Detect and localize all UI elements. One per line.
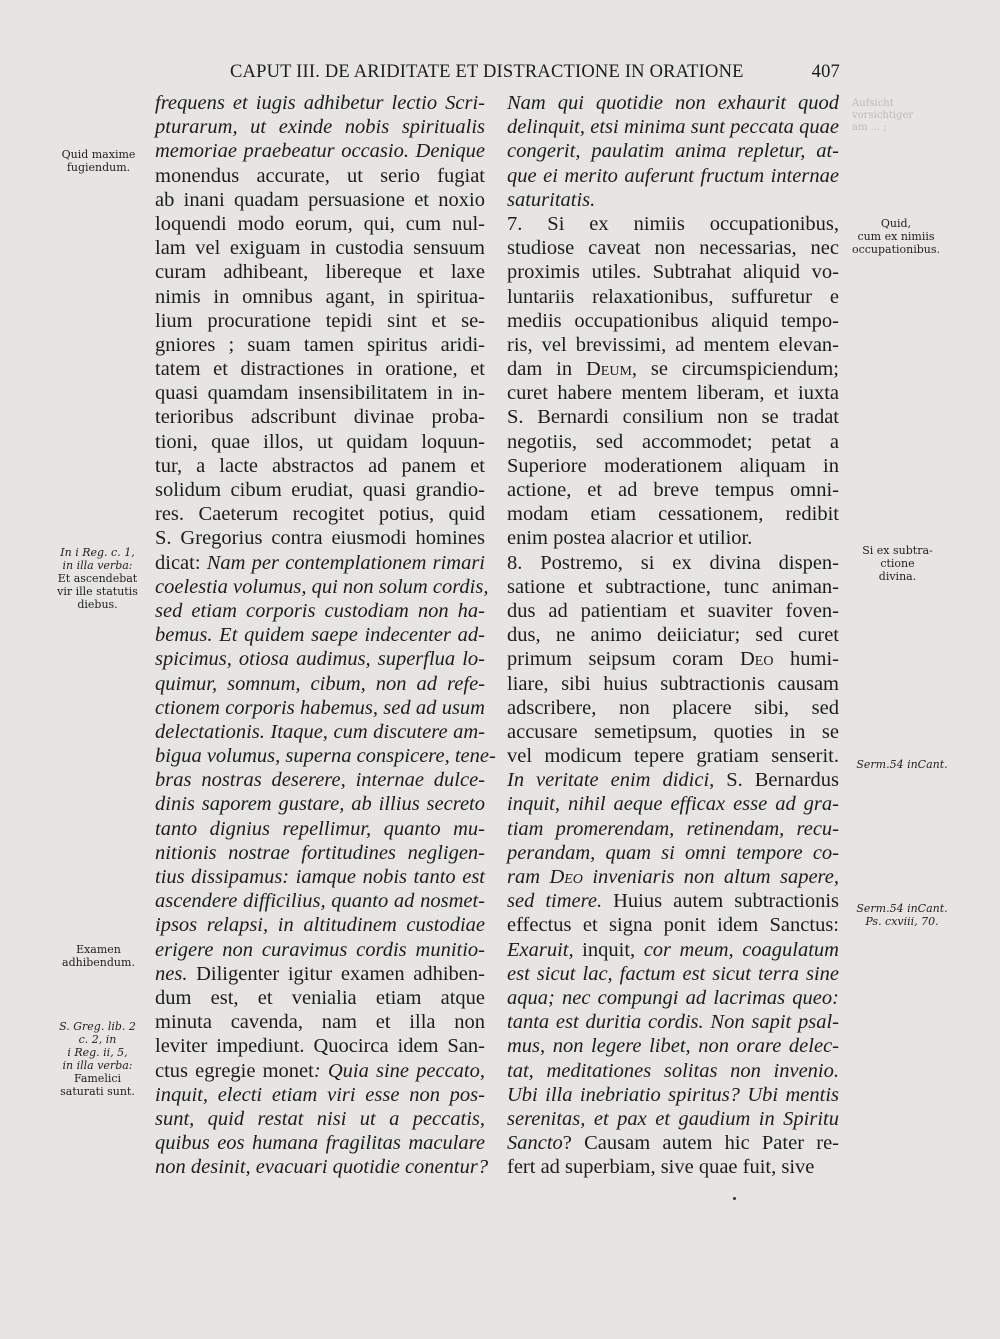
left-column-line: tanto dignius repellimur, quanto mu-	[155, 817, 485, 840]
left-column-line: res. Caeterum recogitet potius, quid	[155, 503, 485, 526]
left-column-line: lam vel exiguam in custodia sensuum	[155, 237, 485, 260]
left-column-line: monendus accurate, ut serio fugiat	[155, 164, 485, 187]
left-column-line: ctus egregie monet: Quia sine peccato,	[155, 1059, 485, 1082]
right-column-line: Ubi illa inebriatio spiritus? Ubi mentis	[507, 1083, 839, 1106]
right-column-line: ram Deo inveniaris non altum sapere,	[507, 866, 839, 888]
right-column-line: studiose caveat non necessarias, nec	[507, 237, 839, 260]
left-column-line: quibus eos humana fragilitas maculare	[155, 1132, 485, 1155]
left-column-line: pturarum, ut exinde nobis spiritualis	[155, 116, 485, 139]
right-column-line: delinquit, etsi minima sunt peccata quae	[507, 116, 839, 139]
left-column-line: erigere non curavimus cordis munitio-	[155, 938, 485, 961]
right-column-line: S. Bernardi consilium non se tradat	[507, 406, 839, 429]
right-column-line: accusare semetipsum, quoties in se	[507, 720, 839, 743]
right-column-line: curet habere mentem liberam, et iuxta	[507, 382, 839, 405]
right-column-line: 8. Postremo, si ex divina dispen-	[507, 551, 839, 574]
right-column-line: congerit, paulatim anima repletur, at-	[507, 140, 839, 163]
left-column-line: ctionem corporis habemus, sed ad usum	[155, 696, 485, 719]
right-column-line: aqua; nec compungi ad lacrimas queo:	[507, 986, 839, 1009]
right-column-line: tanta est duritia cordis. Non sapit psal-	[507, 1011, 839, 1034]
right-text-column	[507, 91, 839, 1179]
left-column-line: minuta cavenda, nam et illa non	[155, 1011, 485, 1034]
right-column-line: Exaruit, inquit, cor meum, coagulatum	[507, 938, 839, 961]
right-column-line: sed timere. Huius autem subtractionis	[507, 890, 839, 913]
right-column-line: primum seipsum coram Deo humi-	[507, 648, 839, 671]
margin-note-si-ex: Si ex subtra- ctione divina.	[862, 544, 933, 583]
left-column-line: nes. Diligenter igitur examen adhiben-	[155, 962, 485, 985]
left-column-line: solidum cibum erudiat, quasi grandio-	[155, 479, 485, 501]
right-column-line: In veritate enim didici, S. Bernardus	[507, 769, 840, 792]
right-column-line: saturitatis.	[507, 188, 596, 211]
left-column-line: quimur, somnum, cibum, non ad refe-	[155, 672, 485, 695]
right-column-line: modam etiam cessationem, redibit	[507, 503, 839, 526]
left-column-line: loquendi modo eorum, qui, cum nul-	[155, 212, 485, 235]
left-column-line: dum est, et venialia etiam atque	[155, 986, 485, 1009]
left-column-line: frequens et iugis adhibetur lectio Scri-	[155, 92, 485, 114]
left-text-column	[155, 91, 496, 1179]
right-column-line: fert ad superbiam, sive quae fuit, sive	[507, 1156, 815, 1179]
left-column-line: ab inani quadam persuasione et noxio	[155, 188, 485, 211]
show-through-text: Aufsicht vorsichtiger am ... ;	[852, 98, 914, 133]
right-column-line: tat, meditationes solitas non invenio.	[507, 1059, 839, 1082]
running-title: CAPUT III. DE ARIDITATE ET DISTRACTIONE IN ORATIONE	[230, 62, 744, 82]
right-column-line: enim postea alacrior et utilior.	[507, 527, 753, 550]
left-column-line: delectationis. Itaque, cum discutere am-	[155, 720, 485, 743]
right-column-line: adscribere, non placere sibi, sed	[507, 696, 839, 719]
left-column-line: nimis in omnibus agant, in spiritua-	[155, 285, 485, 308]
left-column-line: nitionis nostrae fortitudines negligen-	[155, 841, 485, 864]
right-column-line: serenitas, et pax et gaudium in Spiritu	[507, 1107, 839, 1130]
left-column-line: leviter impediunt. Quocirca idem San-	[155, 1035, 485, 1058]
left-column-line: dinis saporem gustare, ab illius secreto	[155, 793, 485, 816]
right-column-line: tiam promerendam, retinendam, recu-	[507, 817, 839, 840]
left-column-line: quasi quamdam insensibilitatem in in-	[155, 382, 485, 405]
right-column-line: Superiore moderationem aliquam in	[507, 454, 839, 477]
left-column-line: sunt, quid restat nisi ut a peccatis,	[155, 1107, 485, 1130]
left-column-line: ipsos relapsi, in altitudinem custodiae	[155, 914, 485, 937]
left-column-line: bemus. Et quidem saepe indecenter ad-	[155, 624, 485, 647]
margin-note-quid-maxime: Quid maxime fugiendum.	[61, 148, 136, 174]
margin-note-serm-b: Serm.54 inCant. Ps. cxviii, 70.	[856, 902, 948, 928]
ink-speck	[733, 1197, 736, 1200]
margin-note-serm-a: Serm.54 inCant.	[856, 758, 948, 771]
margin-note-quid-cum: Quid, cum ex nimiis occupationibus.	[851, 217, 941, 256]
left-column-line: gniores ; suam tamen spiritus aridi-	[155, 333, 485, 356]
right-column-line: dus ad patientiam et suaviter foven-	[507, 599, 839, 622]
right-column-line: mediis occupationibus aliquid tempo-	[507, 309, 839, 332]
right-column-line: dus, ne animo deiiciatur; sed curet	[507, 624, 839, 647]
right-column-line: mus, non legere libet, non orare delec-	[507, 1035, 839, 1058]
right-column-line: perandam, quam si omni tempore co-	[507, 841, 839, 864]
right-column-line: liare, sibi huius subtractionis causam	[507, 672, 839, 695]
right-column-line: Nam qui quotidie non exhaurit quod	[507, 92, 839, 114]
right-column-line: que ei merito auferunt fructum internae	[507, 164, 839, 187]
right-column-line: effectus et signa ponit idem Sanctus:	[507, 914, 839, 937]
right-column-line: Sancto? Causam autem hic Pater re-	[507, 1132, 839, 1155]
right-column-line: ris, vel brevissimi, ad mentem elevan-	[507, 333, 839, 356]
left-column-line: memoriae praebeatur occasio. Denique	[155, 140, 485, 163]
left-column-line: tatem et distractiones in oratione, et	[155, 358, 485, 381]
right-column-line: vel modicum tepere gratiam senserit.	[507, 745, 839, 768]
left-column-line: tur, a lacte abstractos ad panem et	[155, 454, 485, 477]
left-column-line: tioni, quae illos, ut quidam loquun-	[155, 430, 485, 453]
left-column-line: bigua volumus, superna conspicere, tene-	[155, 745, 496, 768]
left-column-line: curam adhibeant, libereque et laxe	[155, 261, 485, 284]
margin-note-s-greg: S. Greg. lib. 2 c. 2, in i Reg. ii, 5, in illa verba: Famelici saturati sunt.	[59, 1020, 136, 1098]
right-column-line: satione et subtractione, tunc animan-	[507, 575, 839, 598]
left-column-line: tius dissipamus: iamque nobis tanto est	[155, 866, 485, 888]
left-column-line: terioribus adscribunt divinae proba-	[155, 406, 485, 429]
left-column-line: S. Gregorius contra eiusmodi homines	[155, 527, 485, 550]
right-column-line: dam in Deum, se circumspiciendum;	[507, 358, 839, 381]
right-column-line: inquit, nihil aeque efficax esse ad gra-	[507, 793, 839, 816]
right-column-line: 7. Si ex nimiis occupationibus,	[507, 212, 839, 235]
page-number: 407	[811, 62, 840, 82]
right-column-line: est sicut lac, factum est sicut terra sine	[507, 962, 839, 985]
margin-note-in-reg: In i Reg. c. 1, in illa verba: Et ascendebat vir ille statutis diebus.	[57, 546, 138, 611]
right-column-line: actione, et ad breve tempus omni-	[507, 479, 839, 501]
right-column-line: negotiis, sed accommodet; petat a	[507, 430, 839, 453]
left-column-line: sed etiam corporis custodiam non ha-	[155, 599, 485, 622]
right-column-line: luntariis relaxationibus, suffuretur e	[507, 285, 839, 308]
right-column-line: proximis utiles. Subtrahat aliquid vo-	[507, 261, 839, 284]
running-header	[230, 62, 840, 83]
left-column-line: inquit, electi etiam viri esse non pos-	[155, 1083, 485, 1106]
left-column-line: dicat: Nam per contemplationem rimari	[155, 551, 485, 574]
left-column-line: non desinit, evacuari quotidie conentur?	[155, 1156, 489, 1179]
left-column-line: coelestia volumus, qui non solum cordis,	[155, 575, 489, 598]
left-column-line: lium procuratione tepidi sint et se-	[155, 309, 485, 332]
left-column-line: spicimus, otiosa audimus, superflua lo-	[155, 648, 485, 671]
margin-note-examen: Examen adhibendum.	[62, 943, 135, 969]
left-column-line: ascendere difficilius, quanto ad nosmet-	[155, 890, 485, 913]
left-column-line: bras nostras deserere, internae dulce-	[155, 769, 485, 792]
